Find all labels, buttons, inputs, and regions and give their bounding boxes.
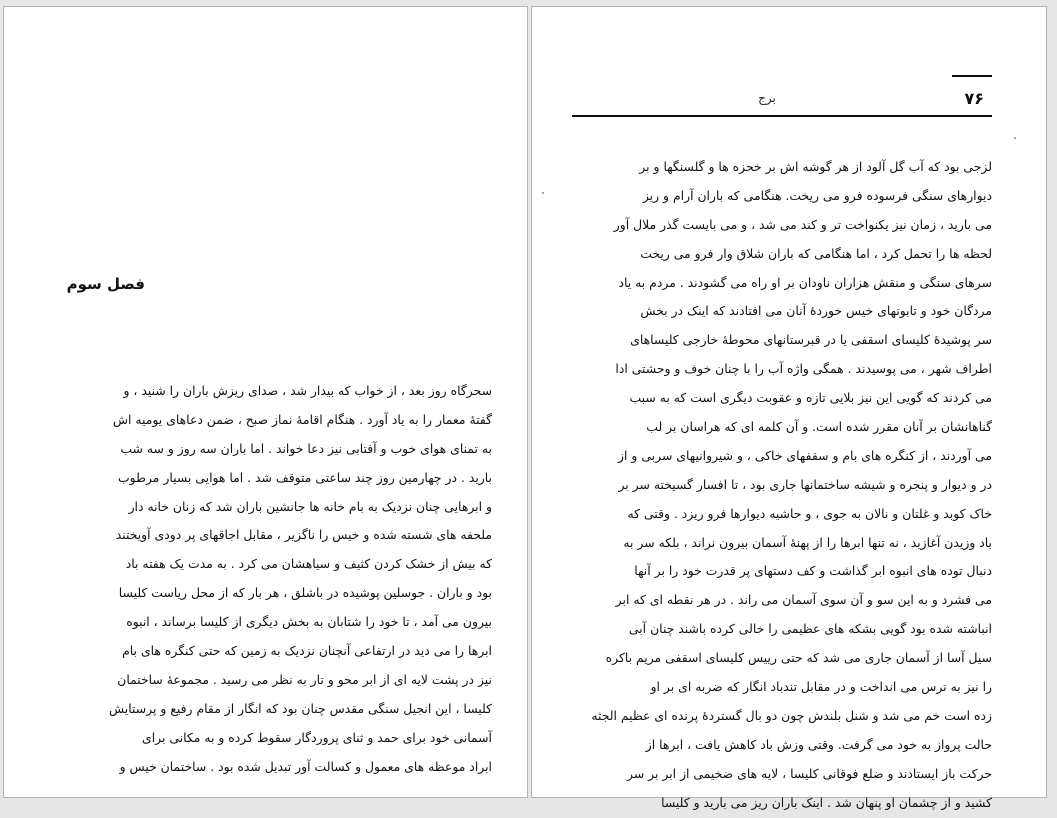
text-line: دیوارهای سنگی فرسوده فرو می ریخت. هنگامی که باران آرام و ریز [642, 187, 992, 203]
text-line: سحرگاه روز بعد ، از خواب که بیدار شد ، صدای ریزش باران را شنید ، و [123, 383, 492, 398]
scan-speck [1014, 137, 1016, 139]
text-line: گفتهٔ معمار را به یاد آورد . هنگام اقامهٔ نماز صبح ، ضمن دعاهای یومیه اش [112, 411, 492, 427]
text-line: سیل آسا از آسمان جاری می شد که حتی رییس کلیسای اسقفی مریم باکره [605, 650, 992, 666]
text-line: ملحفه های شسته شده و خیس را ناگزیر ، مقابل اجاقهای پر دودی آویختند [115, 527, 492, 543]
text-line: گناهانشان بر آنان مقرر شده است. و آن کلمه ای که هراسان بر لب [646, 419, 992, 435]
text-line: زده است خم می شد و شنل بلندش چون دو بال گستردهٔ پرنده ای عظیم الجثه [591, 707, 992, 723]
text-line: ابراد موعظه های معمول و کسالت آور تبدیل شده بود . ساختمان خیس و [119, 758, 492, 774]
text-line: لحظه ها را تحمل کرد ، اما هنگامی که باران شلاق وار فرو می ریخت [640, 245, 992, 261]
right-page [531, 6, 1047, 810]
text-line: بارید . در چهارمین روز چند ساعتی متوقف شد . اما هوایی بسیار مرطوب [118, 469, 492, 485]
left-page [3, 6, 528, 798]
text-line: باد وزیدن آغازید ، نه تنها ابرها را از پهنهٔ آسمان بیرون نراند ، بلکه سر به [623, 534, 992, 550]
text-line: خاک کوبد و غلتان و نالان به جوی ، و حاشیه دیوارها فرو ریزد . وقتی که [627, 505, 992, 521]
text-line: کلیسا ، این انجیل سنگی مقدس چنان بود که انگار از مقام رفیع و پرستایش [109, 700, 492, 716]
right-page-body [576, 153, 992, 817]
text-line: مردگان خود و تابوتهای خیس خوردهٔ آنان می افتادند که اینک در بخش [640, 303, 992, 319]
text-line: سر پوشیدهٔ کلیسای اسقفی یا در قبرستانهای محوطهٔ خارجی کلیساهای [630, 332, 992, 348]
text-line: سرهای سنگی و منقش هزاران ناودان بر او راه می گشودند . مردم به یاد [618, 274, 992, 290]
text-line: بود و باران . جوسلین پوشیده در باشلق ، هر بار که از محل ریاست کلیسا [118, 585, 492, 601]
text-line: انباشته شده بود گویی بشکه های عظیمی را خالی کرده باشند چنان آبی [628, 621, 992, 637]
text-line: و ابرهایی چنان نزدیک به بام خانه ها جانشین باران شد که زنان خانه دار [128, 498, 492, 514]
header-rule-top [952, 75, 992, 77]
text-line: می بارید ، زمان نیز یکنواخت تر و کند می شد ، و می بایست گذر ملال آور [613, 216, 992, 232]
page-number: ۷۶ [964, 89, 984, 108]
text-line: در و دیوار و پنجره و شیشه ساختمانها جاری بود ، تا افسار گسیخته سر بر [618, 476, 992, 492]
chapter-title: فصل سوم [66, 275, 145, 293]
text-line: ابرها را می دید در ارتفاعی آنچنان نزدیک به زمین که حتی کنگره های بام [122, 643, 492, 659]
page-header [572, 85, 992, 115]
text-line: لزجی بود که آب گل آلود از هر گوشه اش بر خحزه ها و گلسنگها و بر [639, 159, 992, 174]
text-line: می آوردند ، از کنگره های بام و سقفهای خاکی ، و شیروانیهای سربی و از [618, 447, 992, 463]
left-page-body [60, 377, 492, 781]
text-line: می فشرد و به این سو و آن سوی آسمان می راند . در هر نقطه ای که ابر [615, 592, 992, 608]
text-line: حرکت باز ایستادند و ضلع فوقانی کلیسا ، لایه های ضخیمی از ابر بر سر [627, 765, 992, 781]
text-line: آسمانی خود برای حمد و ثنای پروردگار سقوط کرده و به مکانی برای [142, 729, 492, 745]
running-head: برج [758, 91, 776, 105]
text-line: اطراف شهر ، می پوسیدند . همگی واژه آب را با چنان خوف و وحشتی ادا [615, 361, 992, 377]
scan-speck [542, 192, 544, 194]
text-line: که بیش از خشک کردن کثیف و سیاهشان می کرد . به مدت یک هفته باد [125, 556, 492, 572]
text-line: به تمنای هوای خوب و آفتابی نیز دعا خواند . اما باران سه روز و سه شب [120, 440, 492, 456]
text-line: نیز در پشت لایه ای از ابر محو و تار به نظر می رسید . مجموعهٔ ساختمان [117, 671, 492, 687]
text-line: بیرون می آمد ، تا خود را شتابان به بخش دیگری از کلیسا برساند ، انبوه [126, 614, 492, 630]
text-line: می کردند که گویی این نیز بلایی تازه و عقوبت دیگری است که به سبب [629, 390, 992, 406]
text-line: دنبال توده های انبوه ابر گذاشت و کف دستهای پر قدرت خود را بر آنها [634, 563, 992, 579]
text-line: کشید و از چشمان او پنهان شد . اینک باران ریز می بارید و کلیسا [661, 794, 992, 810]
header-rule [572, 115, 992, 117]
text-line: را نیز به ترس می انداخت و در مقابل تندباد انگار که ضربه ای بر او [650, 679, 992, 695]
text-line: حالت پرواز به خود می گرفت. وقتی وزش باد کاهش یافت ، ابرها از [645, 736, 992, 752]
